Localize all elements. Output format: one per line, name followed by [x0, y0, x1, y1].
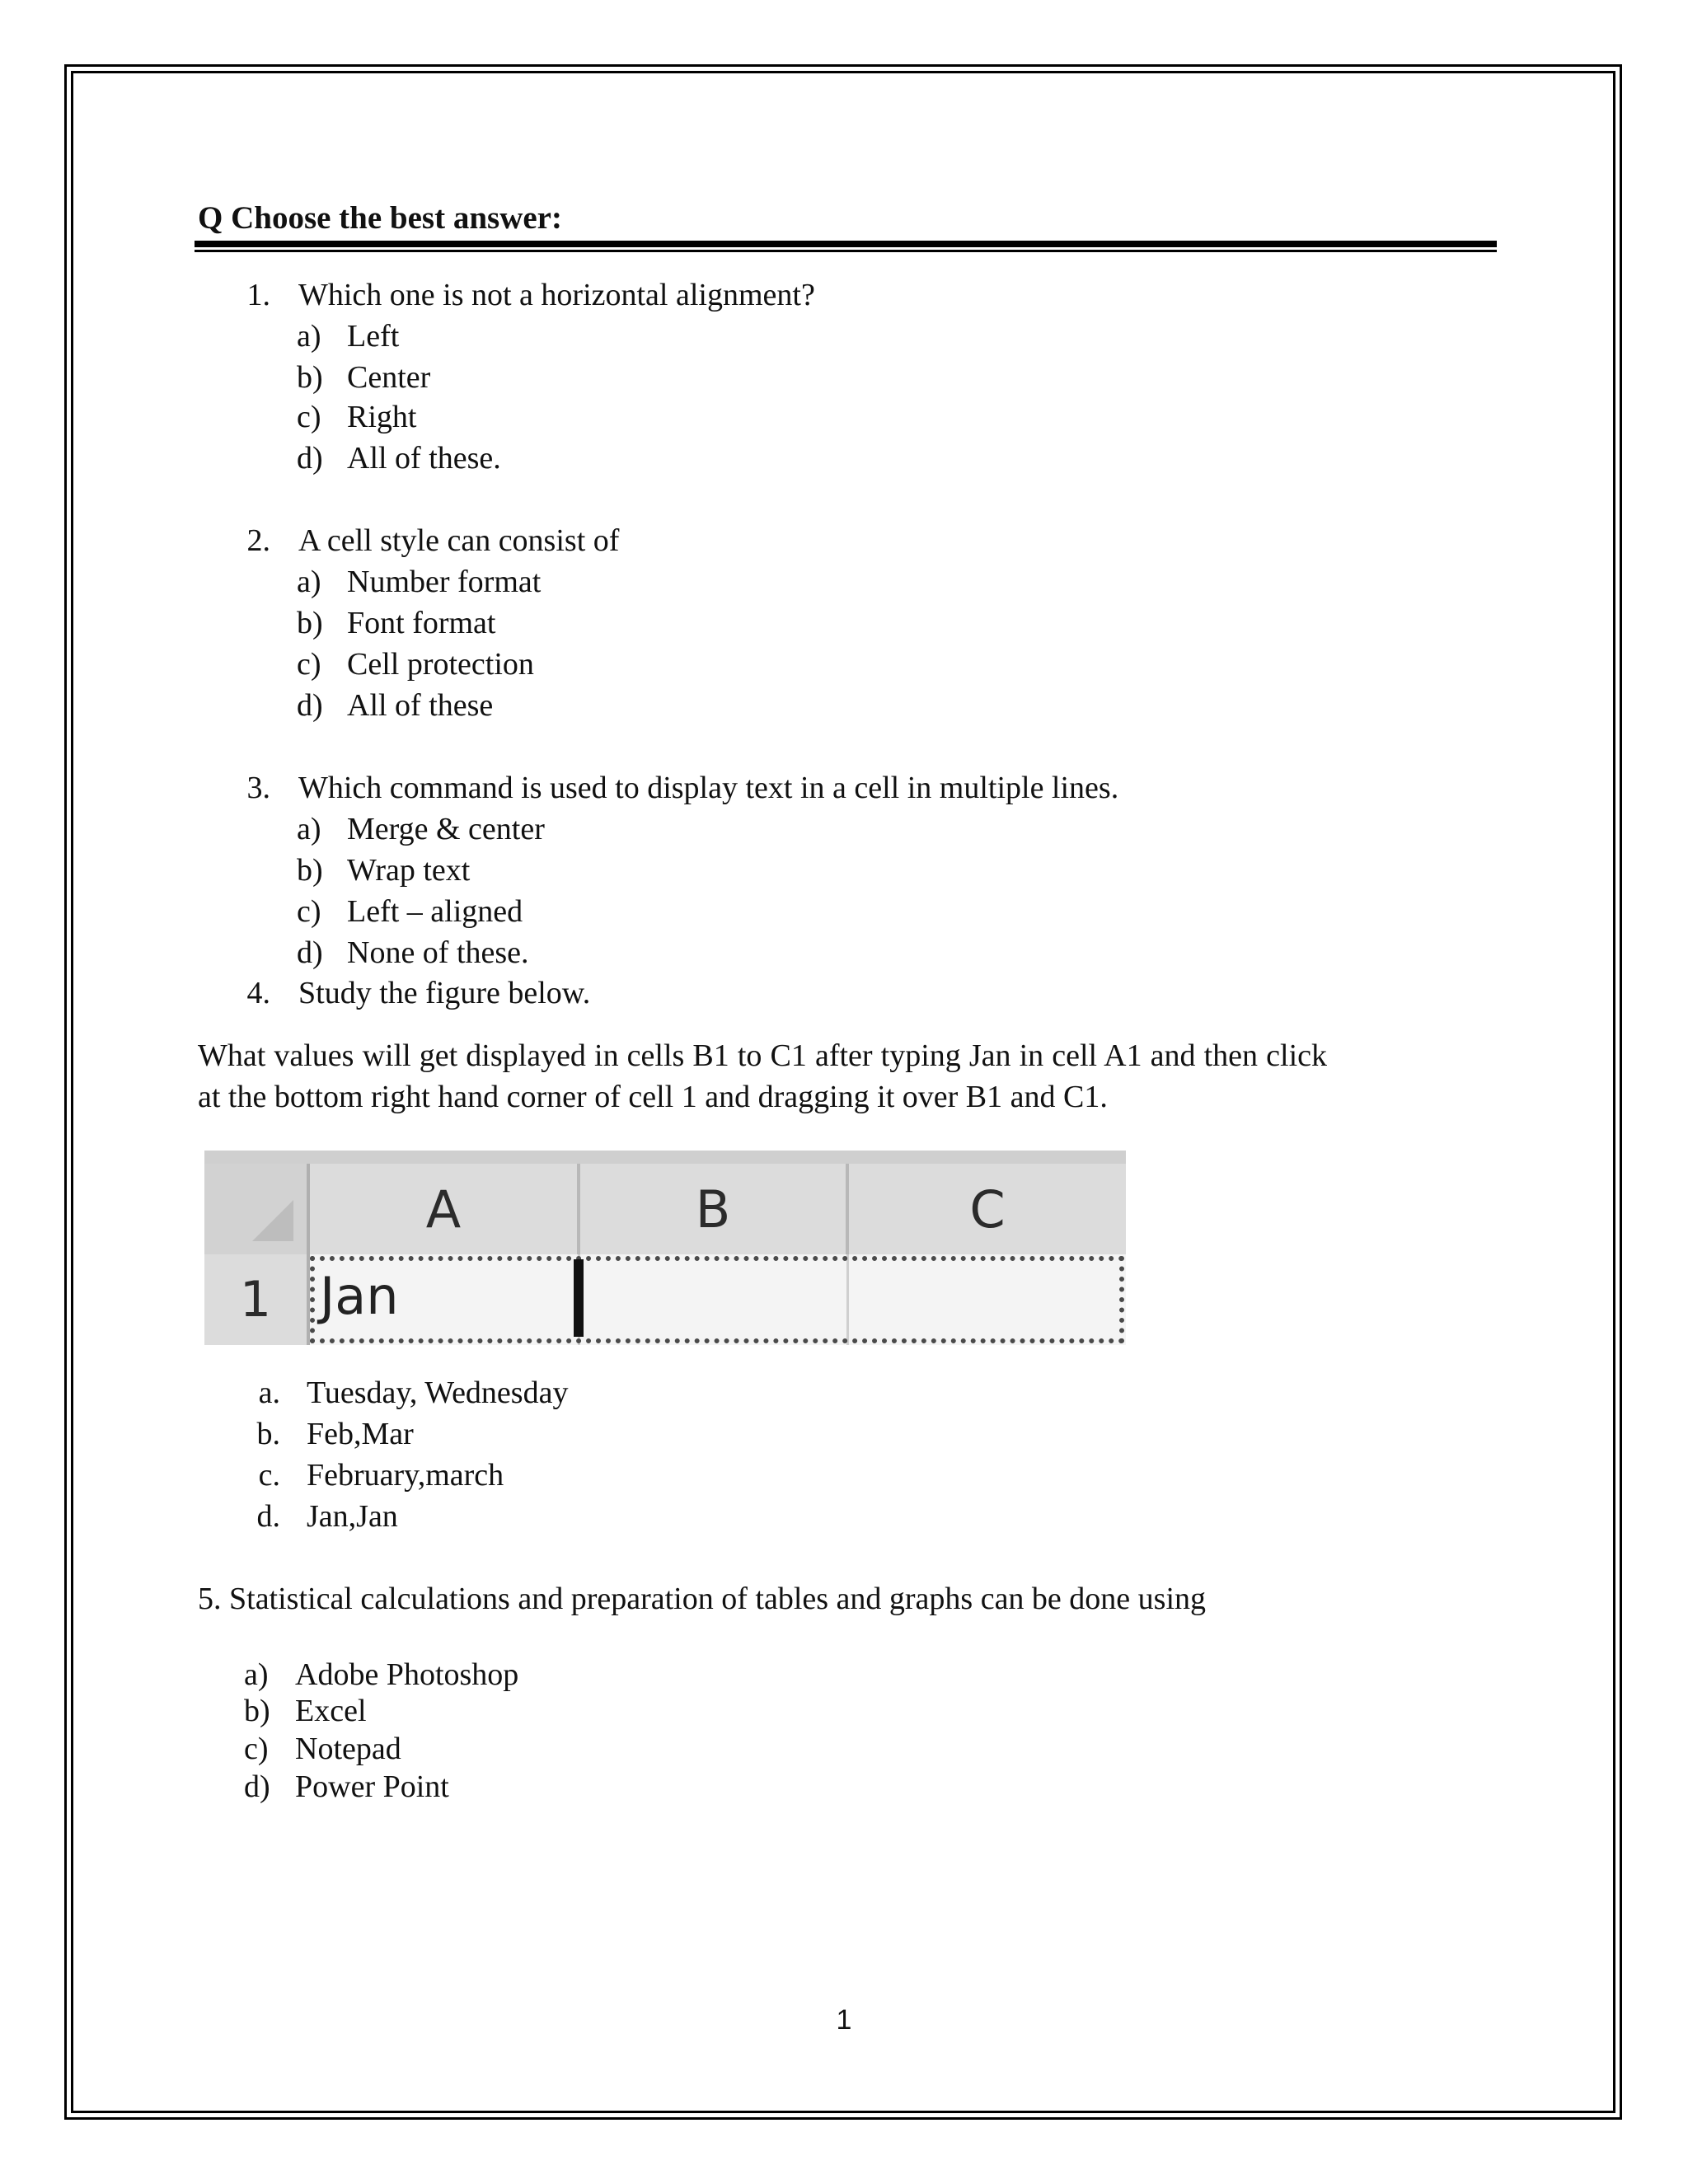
text-cursor-icon	[574, 1259, 584, 1337]
column-header-a: A	[310, 1164, 580, 1254]
select-all-corner	[204, 1164, 310, 1254]
page-number: 1	[836, 2004, 852, 2036]
question-5-option-a-text: Adobe Photoshop	[295, 1657, 519, 1692]
question-4-option-d-text: Jan,Jan	[307, 1499, 398, 1534]
question-2-option-d-label: d)	[297, 688, 323, 723]
section-heading: Q Choose the best answer:	[198, 200, 562, 236]
corner-triangle-icon	[252, 1200, 293, 1241]
column-header-c: C	[849, 1164, 1126, 1254]
question-2-option-c-text: Cell protection	[347, 647, 534, 682]
question-4-text: Study the figure below.	[298, 976, 591, 1010]
question-4-number: 4.	[246, 976, 270, 1010]
question-1-option-c-text: Right	[347, 400, 417, 434]
question-4-option-a-text: Tuesday, Wednesday	[307, 1376, 569, 1410]
question-1-option-a-label: a)	[297, 319, 321, 354]
question-3-option-b-label: b)	[297, 853, 323, 888]
question-3-option-a-text: Merge & center	[347, 812, 545, 846]
question-2-option-d-text: All of these	[347, 688, 494, 723]
question-5-option-b-label: b)	[244, 1694, 270, 1728]
heading-rule-thick	[195, 241, 1497, 247]
question-1-option-c-label: c)	[297, 400, 321, 434]
question-3-option-d-label: d)	[297, 935, 323, 970]
question-3-number: 3.	[246, 771, 270, 805]
question-1-option-d-text: All of these.	[347, 441, 501, 476]
question-3-option-d-text: None of these.	[347, 935, 529, 970]
question-1-option-d-label: d)	[297, 441, 323, 476]
question-5-option-d-text: Power Point	[295, 1769, 449, 1804]
question-5-option-d-label: d)	[244, 1769, 270, 1804]
question-3-option-c-text: Left – aligned	[347, 894, 523, 929]
question-2-option-b-text: Font format	[347, 606, 496, 640]
row-header-1: 1	[204, 1254, 310, 1345]
spreadsheet-figure	[204, 1151, 1126, 1345]
question-1-text: Which one is not a horizontal alignment?	[298, 278, 815, 312]
question-3-option-b-text: Wrap text	[347, 853, 471, 888]
question-5-option-b-text: Excel	[295, 1694, 367, 1728]
question-2-option-b-label: b)	[297, 606, 323, 640]
column-header-b: B	[580, 1164, 849, 1254]
question-3-option-c-label: c)	[297, 894, 321, 929]
question-5-option-c-text: Notepad	[295, 1732, 401, 1766]
question-2-option-c-label: c)	[297, 647, 321, 682]
question-4-option-c-label: c.	[258, 1458, 280, 1493]
question-3-option-a-label: a)	[297, 812, 321, 846]
cell-a1-value: Jan	[320, 1266, 399, 1326]
question-2-option-a-text: Number format	[347, 565, 542, 599]
question-5-option-a-label: a)	[244, 1657, 269, 1692]
question-4-option-b-label: b.	[256, 1417, 280, 1451]
question-4-option-d-label: d.	[256, 1499, 280, 1534]
question-4-option-a-label: a.	[258, 1376, 280, 1410]
question-5-text: 5. Statistical calculations and preparation of tables and graphs can be done using	[198, 1582, 1207, 1616]
question-1-option-a-text: Left	[347, 319, 400, 354]
question-2-number: 2.	[246, 523, 270, 558]
question-2-option-a-label: a)	[297, 565, 321, 599]
question-2-text: A cell style can consist of	[298, 523, 620, 558]
sheet-top-bar	[204, 1151, 1126, 1164]
question-4-option-b-text: Feb,Mar	[307, 1417, 414, 1451]
question-1-option-b-label: b)	[297, 360, 323, 395]
question-3-text: Which command is used to display text in a cell in multiple lines.	[298, 771, 1119, 805]
question-1-option-b-text: Center	[347, 360, 431, 395]
question-1-number: 1.	[246, 278, 270, 312]
question-5-option-c-label: c)	[244, 1732, 269, 1766]
fill-selection-border	[310, 1256, 1124, 1343]
question-4-option-c-text: February,march	[307, 1458, 504, 1493]
question-4-paragraph: What values will get displayed in cells B1 to C1 after typing Jan in cell A1 and then click at the bottom right hand corner of cell 1 and dragging it over B1 and C1.	[198, 1038, 1327, 1114]
heading-rule-thin	[195, 250, 1497, 252]
